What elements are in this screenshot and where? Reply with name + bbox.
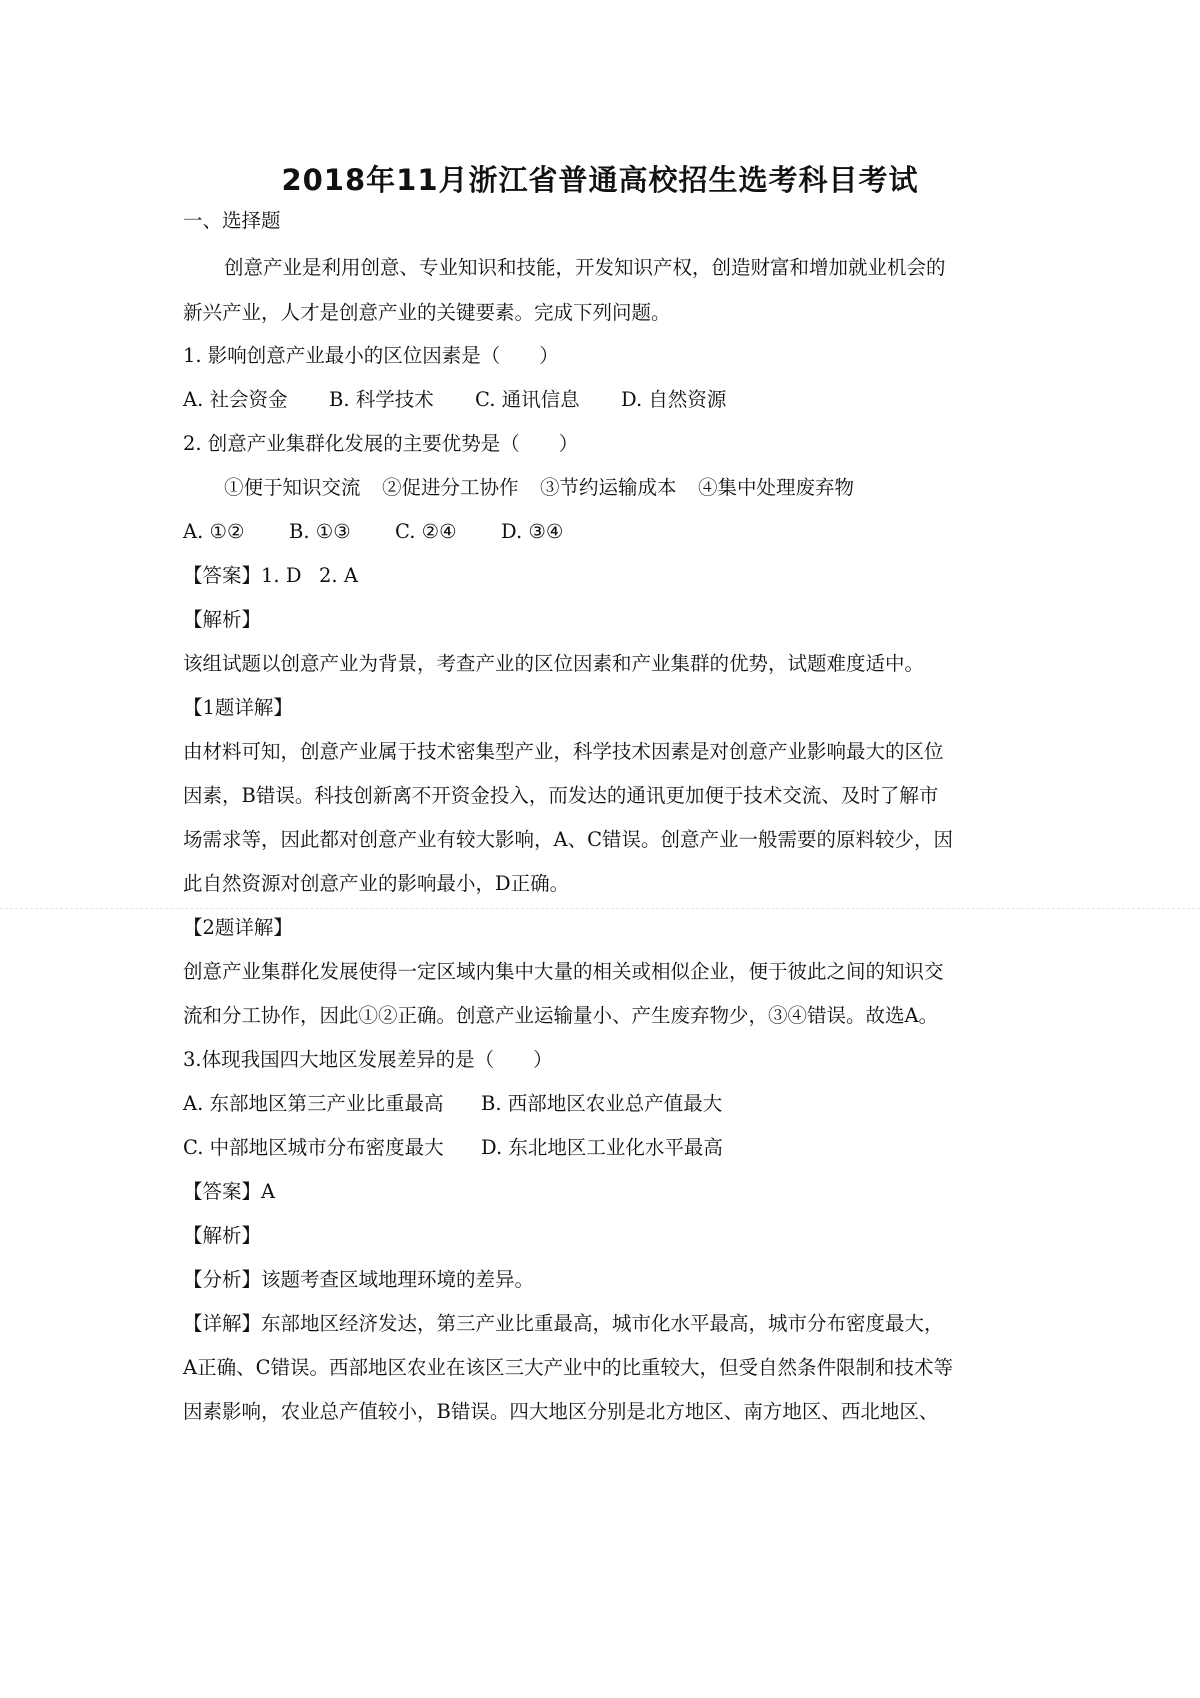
analysis-3-detail-line: 因素影响，农业总产值较小，B错误。四大地区分别是北方地区、南方地区、西北地区、 [183,1400,939,1423]
question-3-options-row-1 [183,1091,722,1117]
analysis-3-summary: 【分析】该题考查区域地理环境的差异。 [183,1268,535,1291]
material-line-1: 创意产业是利用创意、专业知识和技能，开发知识产权，创造财富和增加就业机会的 [224,256,946,279]
option-a: A. 东部地区第三产业比重最高 [183,1092,444,1115]
option-a: A. 社会资金 [183,388,288,411]
question-1-options [183,387,726,413]
analysis-label: 【解析】 [183,608,262,631]
question-2-stem: 2. 创意产业集群化发展的主要优势是（ ） [183,432,579,455]
q1-detail-line: 因素，B错误。科技创新离不开资金投入，而发达的通讯更加便于技术交流、及时了解市 [183,784,939,807]
q1-detail-line: 场需求等，因此都对创意产业有较大影响，A、C错误。创意产业一般需要的原料较少，因 [183,828,954,851]
detail-text: 东部地区经济发达，第三产业比重最高，城市化水平最高，城市分布密度最大， [261,1312,944,1335]
item-1: ①便于知识交流 [224,476,361,499]
section-heading: 一、选择题 [183,209,281,232]
item-4: ④集中处理废弃物 [698,476,855,499]
question-3-stem: 3.体现我国四大地区发展差异的是（ ） [183,1048,553,1071]
option-d: D. 东北地区工业化水平最高 [481,1136,723,1159]
q2-detail-label: 【2题详解】 [183,916,293,939]
analysis-3-detail-line: A正确、C错误。西部地区农业在该区三大产业中的比重较大，但受自然条件限制和技术等 [183,1356,954,1379]
answer-3: A [261,1180,276,1203]
page-title: 2018年11月浙江省普通高校招生选考科目考试 [281,163,919,197]
material-line-2: 新兴产业，人才是创意产业的关键要素。完成下列问题。 [183,301,671,324]
option-d: D. ③④ [501,520,564,543]
item-3: ③节约运输成本 [540,476,677,499]
option-a: A. ①② [183,520,245,543]
question-3-options-row-2 [183,1135,723,1161]
option-c: C. 通讯信息 [475,388,580,411]
answer-label: 【答案】 [183,1180,262,1203]
option-b: B. ①③ [289,520,351,543]
question-2-options [183,519,563,545]
option-b: B. 西部地区农业总产值最大 [481,1092,723,1115]
item-2: ②促进分工协作 [382,476,519,499]
q1-detail-line: 此自然资源对创意产业的影响最小，D正确。 [183,872,570,895]
answer-2: 2. A [319,564,358,587]
analysis-label-3: 【解析】 [183,1224,262,1247]
answer-block-1-2 [183,563,358,589]
q2-detail-line: 创意产业集群化发展使得一定区域内集中大量的相关或相似企业，便于彼此之间的知识交 [183,960,944,983]
analysis-summary: 该组试题以创意产业为背景，考查产业的区位因素和产业集群的优势，试题难度适中。 [183,652,925,675]
analysis-3-detail-line [183,1311,944,1337]
answer-label: 【答案】 [183,564,262,587]
answer-1: 1. D [261,564,302,587]
answer-block-3 [183,1179,275,1205]
option-c: C. 中部地区城市分布密度最大 [183,1136,444,1159]
q1-detail-line: 由材料可知，创意产业属于技术密集型产业，科学技术因素是对创意产业影响最大的区位 [183,740,944,763]
question-1-stem: 1. 影响创意产业最小的区位因素是（ ） [183,344,559,367]
q2-detail-line: 流和分工协作，因此①②正确。创意产业运输量小、产生废弃物少，③④错误。故选A。 [183,1004,939,1027]
question-2-items [224,475,854,501]
page-divider [0,908,1200,909]
q1-detail-label: 【1题详解】 [183,696,293,719]
option-b: B. 科学技术 [329,388,434,411]
detail-label: 【详解】 [183,1312,262,1335]
option-c: C. ②④ [395,520,457,543]
option-d: D. 自然资源 [621,388,727,411]
